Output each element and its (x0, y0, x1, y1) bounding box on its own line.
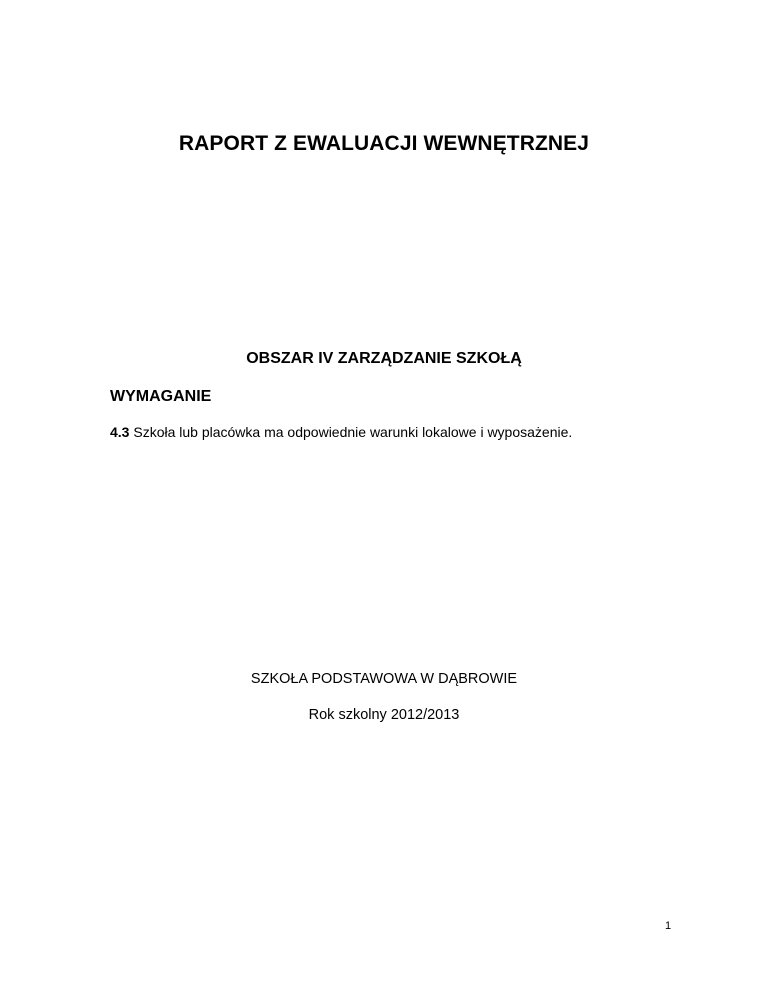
area-heading: OBSZAR IV ZARZĄDZANIE SZKOŁĄ (246, 350, 522, 367)
page-number: 1 (665, 920, 672, 932)
requirement-code: 4.3 (110, 424, 130, 440)
requirement-heading: WYMAGANIE (110, 388, 212, 405)
report-title: RAPORT Z EWALUACJI WEWNĘTRZNEJ (178, 132, 590, 155)
requirement-text: Szkoła lub placówka ma odpowiednie warunki lokalowe i wyposażenie. (129, 424, 573, 440)
school-year: Rok szkolny 2012/2013 (308, 707, 460, 723)
school-name: SZKOŁA PODSTAWOWA W DĄBROWIE (250, 671, 518, 687)
requirement-line (110, 424, 572, 440)
